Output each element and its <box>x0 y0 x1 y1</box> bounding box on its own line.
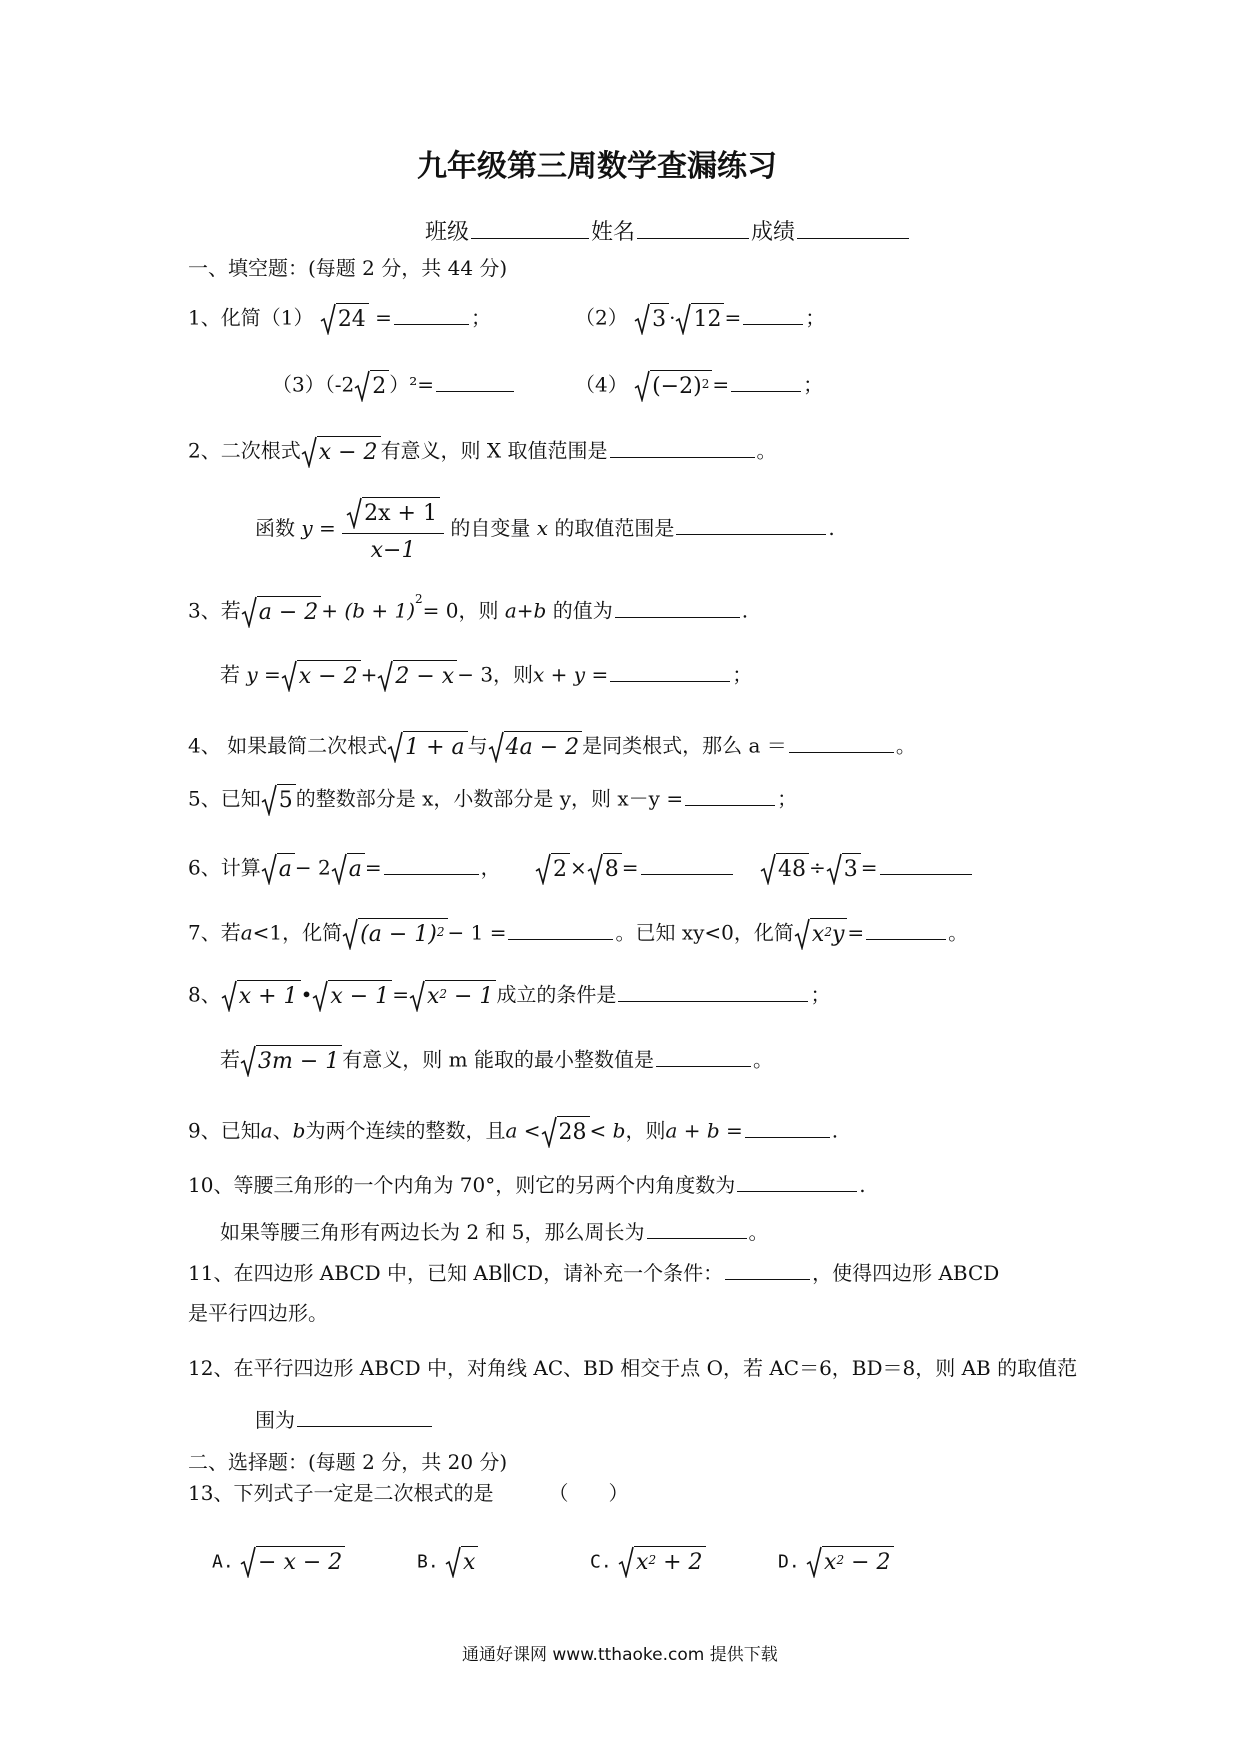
question-3-line-1: 3、若 a − 2 + $(b + 1)^2= 0$，则 a+b 的值为 . <box>188 596 748 628</box>
radical: 24 <box>320 303 369 335</box>
score-label: 成绩 <box>751 220 796 245</box>
question-13-option-b[interactable]: B. x <box>417 1546 478 1578</box>
q9-blank <box>745 1136 830 1138</box>
radical: 5 <box>261 784 296 816</box>
question-10-line-1: 10、等腰三角形的一个内角为 70°，则它的另两个内角度数为 . <box>188 1173 866 1197</box>
question-4: 4、 如果最简二次根式 1 + a 与 4a − 2 是同类根式，那么 a ＝ 。 <box>188 731 916 763</box>
class-label: 班级 <box>425 220 470 245</box>
radical: 3 <box>634 303 669 335</box>
question-13-option-d[interactable]: D. $x^2 - 2$ <box>778 1546 894 1578</box>
radical: 28 <box>541 1116 590 1148</box>
radical: 48 <box>760 853 809 885</box>
radical: x + 1 <box>221 980 301 1012</box>
q1-blank-2 <box>743 323 803 325</box>
radical: 3 <box>826 853 861 885</box>
question-2-line-1: 2、二次根式 x − 2 有意义，则 X 取值范围是 。 <box>188 436 777 468</box>
q6-blank-1 <box>384 873 479 875</box>
question-11-line-1: 11、在四边形 ABCD 中，已知 AB∥CD，请补充一个条件： ，使得四边形 ABCD <box>188 1261 1000 1285</box>
question-6: 6、计算 a − 2 a = ， <box>188 853 501 885</box>
radical: 2 <box>535 853 570 885</box>
question-6-part-2: 2 × 8 = <box>535 853 735 885</box>
radical: − x − 2 <box>240 1546 345 1578</box>
question-11-line-2: 是平行四边形。 <box>188 1301 328 1325</box>
question-1-line-1: 1、化简（1） 24 = ； <box>188 303 491 335</box>
question-8-line-2: 若 3m − 1 有意义，则 m 能取的最小整数值是 。 <box>220 1045 773 1077</box>
question-12-line-2: 围为 <box>255 1410 434 1430</box>
q1-blank-1 <box>394 323 469 325</box>
q1-blank-3 <box>436 390 514 392</box>
q12-blank <box>297 1425 432 1427</box>
radical: x − 2 <box>301 436 381 468</box>
radical: a <box>261 853 295 885</box>
class-blank <box>471 237 589 239</box>
q2-blank-2 <box>676 533 826 535</box>
q7-blank-1 <box>508 938 613 940</box>
q1-number: 1、化简（1） <box>188 305 314 330</box>
q8-blank-2 <box>656 1065 751 1067</box>
radical: 12 <box>675 303 724 335</box>
radical: a <box>331 853 365 885</box>
radical: 8 <box>587 853 622 885</box>
radical: x − 1 <box>312 980 392 1012</box>
question-5: 5、已知 5 的整数部分是 x，小数部分是 y，则 x－y = ； <box>188 784 797 816</box>
name-label: 姓名 <box>591 220 636 245</box>
question-3-line-2: 若 y = x − 2 + 2 − x − 3，则x + y = ； <box>220 660 752 692</box>
q5-blank <box>685 804 775 806</box>
question-7: 7、若a<1，化简 $(a - 1)^2$ − 1 = 。已知 xy<0，化简 $x^2y$ = 。 <box>188 918 968 950</box>
fraction: $\frac{2x + 1}{x-1}$ <box>342 497 444 562</box>
radical: $x^2 + 2$ <box>618 1546 705 1578</box>
question-1-part-2: （2） 3 · 12 = ； <box>575 303 825 335</box>
footer-credit: 通通好课网 www.tthaoke.com 提供下载 <box>462 1645 778 1665</box>
page-title: 九年级第三周数学查漏练习 <box>417 149 777 184</box>
q10-blank-2 <box>647 1237 747 1239</box>
radical: a − 2 <box>241 596 322 628</box>
q10-blank-1 <box>737 1190 857 1192</box>
radical: $(-2)^2$ <box>634 370 712 402</box>
question-8-line-1: 8、 x + 1 • x − 1 = $x^2 - 1$ 成立的条件是 ； <box>188 980 830 1012</box>
radical: x <box>445 1546 478 1578</box>
q6-blank-3 <box>880 873 972 875</box>
name-blank <box>637 237 749 239</box>
question-13-stem: 13、下列式子一定是二次根式的是 （ ） <box>188 1481 629 1505</box>
q1-blank-4 <box>731 390 801 392</box>
question-10-line-2: 如果等腰三角形有两边长为 2 和 5，那么周长为 。 <box>220 1220 769 1244</box>
question-9: 9、已知a、b为两个连续的整数，且a < 28 < b，则a + b = . <box>188 1116 838 1148</box>
q8-blank-1 <box>618 1000 808 1002</box>
q7-blank-2 <box>866 938 946 940</box>
q11-blank <box>725 1278 810 1280</box>
radical: 3m − 1 <box>240 1045 342 1077</box>
question-2-line-2: 函数 y = $\frac{2x + 1}{x-1}$ 的自变量 x 的取值范围是 . <box>255 497 835 562</box>
radical: 4a − 2 <box>488 731 583 763</box>
q3-blank-1 <box>615 616 740 618</box>
question-13-option-a[interactable]: A. − x − 2 <box>212 1546 345 1578</box>
question-13-option-c[interactable]: C. $x^2 + 2$ <box>590 1546 706 1578</box>
question-12-line-1: 12、在平行四边形 ABCD 中，对角线 AC、BD 相交于点 O，若 AC＝6，BD＝8，则 AB 的取值范 <box>188 1356 1078 1380</box>
radical: $(a - 1)^2$ <box>342 918 447 950</box>
section-choice-title: 二、选择题：(每题 2 分，共 20 分) <box>188 1450 508 1474</box>
radical: $x^2y$ <box>794 918 848 950</box>
question-1-part-3: （3）（-2 2 ）²= <box>272 370 516 402</box>
q3-blank-2 <box>610 680 730 682</box>
radical: 1 + a <box>387 731 468 763</box>
radical: $x^2 - 2$ <box>806 1546 893 1578</box>
score-blank <box>797 237 909 239</box>
q2-blank-1 <box>610 456 755 458</box>
question-1-part-4: （4） $(-2)^2$ = ； <box>575 370 823 402</box>
radical: $x^2 - 1$ <box>409 980 496 1012</box>
section-fill-in-title: 一、填空题：(每题 2 分，共 44 分) <box>188 256 508 280</box>
q6-blank-2 <box>641 873 733 875</box>
radical: 2 <box>354 370 389 402</box>
radical: x − 2 <box>281 660 361 692</box>
student-info <box>425 222 911 244</box>
radical: 2 − x <box>377 660 457 692</box>
question-6-part-3: 48 ÷ 3 = <box>760 853 974 885</box>
q4-blank <box>789 751 894 753</box>
